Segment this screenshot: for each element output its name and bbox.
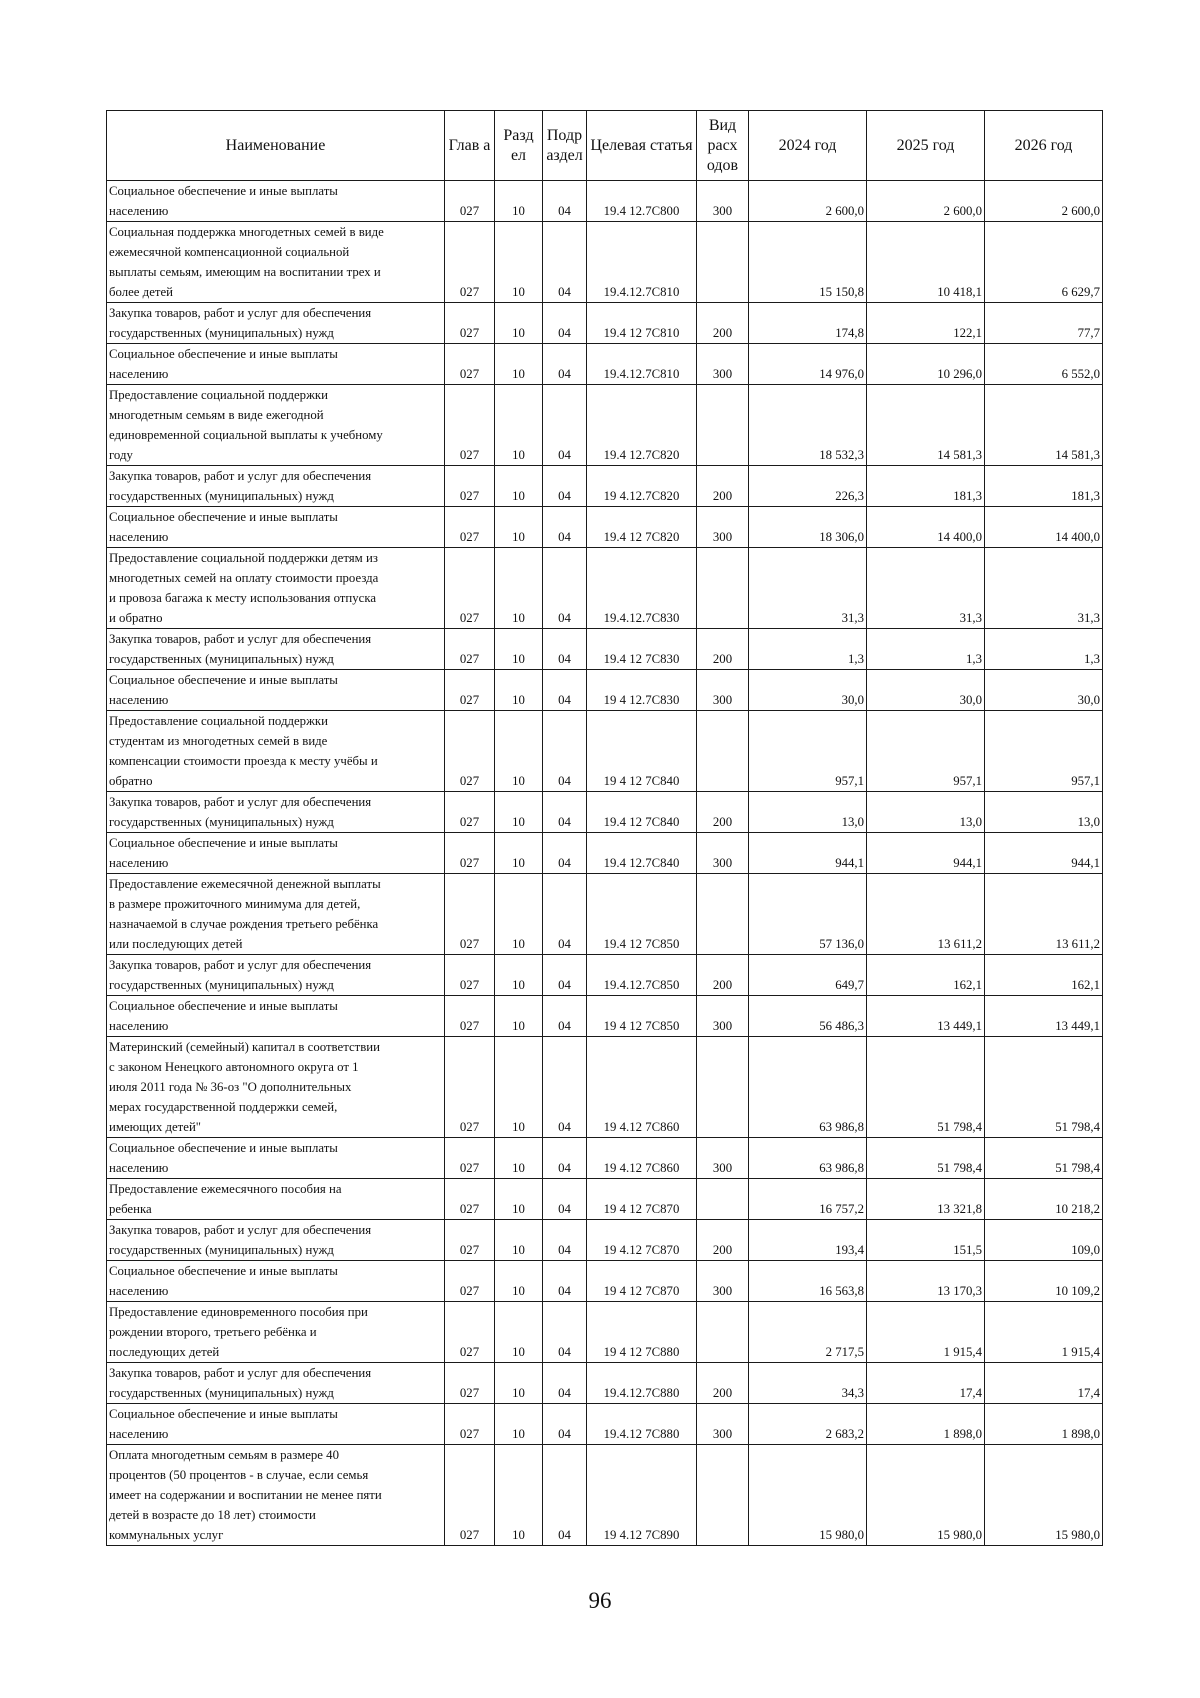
cell-razdel: 10 [495, 1138, 543, 1179]
table-row [107, 385, 1103, 466]
table-row [107, 874, 1103, 955]
cell-razdel: 10 [495, 1363, 543, 1404]
table-row [107, 1138, 1103, 1179]
cell-2024: 14 976,0 [749, 344, 867, 385]
cell-2024: 30,0 [749, 670, 867, 711]
cell-2026: 30,0 [985, 670, 1103, 711]
table-header [107, 111, 1103, 181]
cell-target-article: 19.4.12.7С880 [587, 1363, 697, 1404]
cell-expense-type [697, 222, 749, 303]
cell-glava: 027 [445, 792, 495, 833]
cell-podrazdel: 04 [543, 1220, 587, 1261]
header-glava: Глав а [445, 111, 495, 181]
cell-2024: 15 980,0 [749, 1445, 867, 1546]
cell-name: Закупка товаров, работ и услуг для обеспечения государственных (муниципальных) нужд [107, 1363, 445, 1404]
cell-name: Закупка товаров, работ и услуг для обеспечения государственных (муниципальных) нужд [107, 1220, 445, 1261]
table-row [107, 548, 1103, 629]
cell-podrazdel: 04 [543, 1037, 587, 1138]
cell-name: Предоставление ежемесячного пособия на ребенка [107, 1179, 445, 1220]
cell-glava: 027 [445, 1037, 495, 1138]
table-row [107, 344, 1103, 385]
cell-podrazdel: 04 [543, 344, 587, 385]
cell-expense-type: 200 [697, 792, 749, 833]
cell-name: Социальное обеспечение и иные выплаты населению [107, 181, 445, 222]
cell-2026: 31,3 [985, 548, 1103, 629]
page-number: 96 [588, 1588, 612, 1613]
cell-2024: 56 486,3 [749, 996, 867, 1037]
cell-razdel: 10 [495, 1179, 543, 1220]
cell-podrazdel: 04 [543, 1179, 587, 1220]
cell-target-article: 19 4.12 7С890 [587, 1445, 697, 1546]
cell-target-article: 19 4 12.7С830 [587, 670, 697, 711]
cell-glava: 027 [445, 344, 495, 385]
table-row [107, 1302, 1103, 1363]
cell-2024: 2 683,2 [749, 1404, 867, 1445]
cell-podrazdel: 04 [543, 222, 587, 303]
cell-podrazdel: 04 [543, 466, 587, 507]
cell-2024: 2 600,0 [749, 181, 867, 222]
cell-expense-type: 300 [697, 344, 749, 385]
cell-2025: 1 898,0 [867, 1404, 985, 1445]
cell-2026: 13 449,1 [985, 996, 1103, 1037]
cell-2024: 16 757,2 [749, 1179, 867, 1220]
cell-2024: 226,3 [749, 466, 867, 507]
cell-razdel: 10 [495, 344, 543, 385]
cell-glava: 027 [445, 1220, 495, 1261]
cell-name: Социальное обеспечение и иные выплаты населению [107, 507, 445, 548]
cell-2026: 17,4 [985, 1363, 1103, 1404]
cell-2025: 1 915,4 [867, 1302, 985, 1363]
table-row [107, 466, 1103, 507]
cell-name: Социальное обеспечение и иные выплаты населению [107, 344, 445, 385]
cell-name: Закупка товаров, работ и услуг для обеспечения государственных (муниципальных) нужд [107, 303, 445, 344]
table-row [107, 996, 1103, 1037]
cell-name: Социальное обеспечение и иные выплаты населению [107, 996, 445, 1037]
cell-glava: 027 [445, 711, 495, 792]
cell-glava: 027 [445, 1404, 495, 1445]
cell-expense-type [697, 548, 749, 629]
cell-expense-type: 300 [697, 670, 749, 711]
table-row [107, 222, 1103, 303]
table-row [107, 1363, 1103, 1404]
cell-expense-type: 200 [697, 303, 749, 344]
cell-target-article: 19.4.12.7С830 [587, 548, 697, 629]
cell-razdel: 10 [495, 1220, 543, 1261]
cell-razdel: 10 [495, 996, 543, 1037]
cell-2024: 957,1 [749, 711, 867, 792]
cell-2026: 109,0 [985, 1220, 1103, 1261]
cell-glava: 027 [445, 1179, 495, 1220]
cell-expense-type: 200 [697, 1220, 749, 1261]
cell-target-article: 19.4.12.7С810 [587, 344, 697, 385]
cell-2026: 6 552,0 [985, 344, 1103, 385]
cell-target-article: 19 4.12 7С860 [587, 1138, 697, 1179]
cell-2025: 122,1 [867, 303, 985, 344]
cell-glava: 027 [445, 385, 495, 466]
header-2024: 2024 год [749, 111, 867, 181]
cell-glava: 027 [445, 1138, 495, 1179]
cell-expense-type: 200 [697, 955, 749, 996]
cell-2025: 957,1 [867, 711, 985, 792]
cell-target-article: 19.4 12 7С850 [587, 874, 697, 955]
cell-glava: 027 [445, 670, 495, 711]
cell-expense-type: 300 [697, 833, 749, 874]
table-row [107, 1037, 1103, 1138]
table-row [107, 833, 1103, 874]
cell-razdel: 10 [495, 711, 543, 792]
cell-2026: 51 798,4 [985, 1037, 1103, 1138]
cell-2025: 944,1 [867, 833, 985, 874]
cell-target-article: 19 4 12 7С870 [587, 1179, 697, 1220]
cell-glava: 027 [445, 181, 495, 222]
cell-2026: 181,3 [985, 466, 1103, 507]
cell-expense-type: 200 [697, 629, 749, 670]
cell-2026: 10 218,2 [985, 1179, 1103, 1220]
cell-name: Предоставление единовременного пособия при рождении второго, третьего ребёнка и последующих детей [107, 1302, 445, 1363]
cell-2026: 944,1 [985, 833, 1103, 874]
cell-podrazdel: 04 [543, 1138, 587, 1179]
table-row [107, 1220, 1103, 1261]
cell-glava: 027 [445, 1445, 495, 1546]
cell-2024: 63 986,8 [749, 1138, 867, 1179]
cell-2024: 34,3 [749, 1363, 867, 1404]
cell-glava: 027 [445, 507, 495, 548]
cell-2025: 14 581,3 [867, 385, 985, 466]
cell-2025: 10 296,0 [867, 344, 985, 385]
cell-2025: 151,5 [867, 1220, 985, 1261]
cell-2025: 17,4 [867, 1363, 985, 1404]
header-name: Наименование [107, 111, 445, 181]
cell-name: Закупка товаров, работ и услуг для обеспечения государственных (муниципальных) нужд [107, 792, 445, 833]
table-row [107, 955, 1103, 996]
cell-2025: 31,3 [867, 548, 985, 629]
table-row [107, 1404, 1103, 1445]
cell-podrazdel: 04 [543, 670, 587, 711]
cell-expense-type: 300 [697, 181, 749, 222]
cell-razdel: 10 [495, 303, 543, 344]
table-body [107, 181, 1103, 1546]
cell-2024: 18 532,3 [749, 385, 867, 466]
cell-expense-type: 300 [697, 1404, 749, 1445]
cell-name: Оплата многодетным семьям в размере 40 процентов (50 процентов - в случае, если семья имеет на содержании и воспитании не менее пяти детей в возрасте до 18 лет) стоимости коммунальных услуг [107, 1445, 445, 1546]
cell-2026: 13,0 [985, 792, 1103, 833]
cell-razdel: 10 [495, 1404, 543, 1445]
cell-expense-type: 200 [697, 466, 749, 507]
table-row [107, 303, 1103, 344]
cell-2026: 1 898,0 [985, 1404, 1103, 1445]
cell-target-article: 19.4 12 7С840 [587, 792, 697, 833]
cell-2025: 13,0 [867, 792, 985, 833]
cell-name: Закупка товаров, работ и услуг для обеспечения государственных (муниципальных) нужд [107, 629, 445, 670]
cell-2026: 162,1 [985, 955, 1103, 996]
cell-target-article: 19 4.12 7С860 [587, 1037, 697, 1138]
cell-target-article: 19.4.12.7С850 [587, 955, 697, 996]
cell-razdel: 10 [495, 181, 543, 222]
cell-podrazdel: 04 [543, 1363, 587, 1404]
cell-2025: 10 418,1 [867, 222, 985, 303]
cell-expense-type [697, 1179, 749, 1220]
cell-glava: 027 [445, 303, 495, 344]
cell-expense-type [697, 1445, 749, 1546]
cell-2024: 63 986,8 [749, 1037, 867, 1138]
cell-2026: 13 611,2 [985, 874, 1103, 955]
budget-table [106, 110, 1103, 1546]
cell-target-article: 19 4 12 7С850 [587, 996, 697, 1037]
cell-2025: 13 611,2 [867, 874, 985, 955]
cell-2024: 16 563,8 [749, 1261, 867, 1302]
cell-expense-type: 200 [697, 1363, 749, 1404]
cell-razdel: 10 [495, 833, 543, 874]
table-row [107, 1179, 1103, 1220]
cell-glava: 027 [445, 222, 495, 303]
cell-name: Предоставление социальной поддержки многодетным семьям в виде ежегодной единовременной социальной выплаты к учебному году [107, 385, 445, 466]
table-row [107, 507, 1103, 548]
cell-2026: 14 581,3 [985, 385, 1103, 466]
cell-glava: 027 [445, 1261, 495, 1302]
cell-expense-type: 300 [697, 507, 749, 548]
cell-razdel: 10 [495, 955, 543, 996]
cell-razdel: 10 [495, 466, 543, 507]
cell-2024: 174,8 [749, 303, 867, 344]
cell-2024: 2 717,5 [749, 1302, 867, 1363]
cell-name: Социальное обеспечение и иные выплаты населению [107, 670, 445, 711]
cell-2025: 15 980,0 [867, 1445, 985, 1546]
cell-target-article: 19.4 12.7С820 [587, 385, 697, 466]
cell-expense-type [697, 711, 749, 792]
cell-name: Социальная поддержка многодетных семей в виде ежемесячной компенсационной социальной выплаты семьям, имеющим на воспитании трех и более детей [107, 222, 445, 303]
cell-podrazdel: 04 [543, 1261, 587, 1302]
cell-razdel: 10 [495, 1445, 543, 1546]
table-row [107, 711, 1103, 792]
cell-target-article: 19.4.12 7С880 [587, 1404, 697, 1445]
cell-podrazdel: 04 [543, 711, 587, 792]
cell-2024: 1,3 [749, 629, 867, 670]
cell-razdel: 10 [495, 1261, 543, 1302]
cell-name: Социальное обеспечение и иные выплаты населению [107, 833, 445, 874]
cell-glava: 027 [445, 629, 495, 670]
cell-podrazdel: 04 [543, 955, 587, 996]
header-razdel: Разд ел [495, 111, 543, 181]
cell-razdel: 10 [495, 670, 543, 711]
cell-expense-type [697, 1037, 749, 1138]
cell-2024: 944,1 [749, 833, 867, 874]
cell-glava: 027 [445, 466, 495, 507]
table-row [107, 792, 1103, 833]
cell-podrazdel: 04 [543, 874, 587, 955]
cell-podrazdel: 04 [543, 1445, 587, 1546]
table-row [107, 670, 1103, 711]
cell-razdel: 10 [495, 874, 543, 955]
cell-2026: 1 915,4 [985, 1302, 1103, 1363]
cell-podrazdel: 04 [543, 792, 587, 833]
cell-expense-type: 300 [697, 1261, 749, 1302]
cell-podrazdel: 04 [543, 996, 587, 1037]
cell-podrazdel: 04 [543, 629, 587, 670]
cell-podrazdel: 04 [543, 1302, 587, 1363]
cell-target-article: 19.4 12 7С820 [587, 507, 697, 548]
cell-razdel: 10 [495, 1302, 543, 1363]
cell-target-article: 19 4 12 7С840 [587, 711, 697, 792]
header-2025: 2025 год [867, 111, 985, 181]
cell-glava: 027 [445, 548, 495, 629]
cell-2026: 77,7 [985, 303, 1103, 344]
table-row [107, 1445, 1103, 1546]
cell-podrazdel: 04 [543, 1404, 587, 1445]
cell-2025: 181,3 [867, 466, 985, 507]
cell-2024: 18 306,0 [749, 507, 867, 548]
cell-name: Предоставление социальной поддержки детям из многодетных семей на оплату стоимости проезда и провоза багажа к месту использования отпуска и обратно [107, 548, 445, 629]
cell-razdel: 10 [495, 792, 543, 833]
cell-razdel: 10 [495, 385, 543, 466]
cell-2026: 2 600,0 [985, 181, 1103, 222]
header-podrazdel: Подр аздел [543, 111, 587, 181]
cell-razdel: 10 [495, 222, 543, 303]
cell-2026: 6 629,7 [985, 222, 1103, 303]
cell-glava: 027 [445, 996, 495, 1037]
cell-podrazdel: 04 [543, 181, 587, 222]
table-row [107, 1261, 1103, 1302]
cell-2026: 1,3 [985, 629, 1103, 670]
cell-2025: 13 170,3 [867, 1261, 985, 1302]
cell-target-article: 19.4 12.7С840 [587, 833, 697, 874]
header-vid: Вид расх одов [697, 111, 749, 181]
cell-target-article: 19.4 12 7С810 [587, 303, 697, 344]
cell-podrazdel: 04 [543, 507, 587, 548]
cell-target-article: 19 4 12 7С870 [587, 1261, 697, 1302]
cell-razdel: 10 [495, 548, 543, 629]
cell-expense-type [697, 1302, 749, 1363]
cell-target-article: 19 4.12.7С820 [587, 466, 697, 507]
cell-name: Предоставление социальной поддержки студентам из многодетных семей в виде компенсации стоимости проезда к месту учёбы и обратно [107, 711, 445, 792]
cell-name: Закупка товаров, работ и услуг для обеспечения государственных (муниципальных) нужд [107, 466, 445, 507]
cell-2025: 2 600,0 [867, 181, 985, 222]
header-2026: 2026 год [985, 111, 1103, 181]
cell-podrazdel: 04 [543, 303, 587, 344]
cell-name: Социальное обеспечение и иные выплаты населению [107, 1138, 445, 1179]
cell-expense-type: 300 [697, 1138, 749, 1179]
cell-podrazdel: 04 [543, 548, 587, 629]
cell-target-article: 19 4.12 7С870 [587, 1220, 697, 1261]
cell-podrazdel: 04 [543, 833, 587, 874]
cell-2025: 162,1 [867, 955, 985, 996]
cell-name: Материнский (семейный) капитал в соответствии с законом Ненецкого автономного округа от 1 июля 2011 года № 36-оз "О дополнительных мерах государственной поддержки семей, имеющих детей" [107, 1037, 445, 1138]
cell-2024: 15 150,8 [749, 222, 867, 303]
cell-target-article: 19.4.12.7С810 [587, 222, 697, 303]
cell-glava: 027 [445, 1302, 495, 1363]
cell-2025: 14 400,0 [867, 507, 985, 548]
cell-target-article: 19.4 12 7С830 [587, 629, 697, 670]
cell-2026: 15 980,0 [985, 1445, 1103, 1546]
cell-razdel: 10 [495, 1037, 543, 1138]
cell-2025: 13 449,1 [867, 996, 985, 1037]
cell-2026: 51 798,4 [985, 1138, 1103, 1179]
cell-expense-type [697, 874, 749, 955]
cell-target-article: 19.4 12.7С800 [587, 181, 697, 222]
cell-2024: 13,0 [749, 792, 867, 833]
cell-2025: 30,0 [867, 670, 985, 711]
cell-2025: 13 321,8 [867, 1179, 985, 1220]
cell-name: Социальное обеспечение и иные выплаты населению [107, 1261, 445, 1302]
cell-glava: 027 [445, 955, 495, 996]
cell-name: Закупка товаров, работ и услуг для обеспечения государственных (муниципальных) нужд [107, 955, 445, 996]
cell-2026: 14 400,0 [985, 507, 1103, 548]
cell-2024: 649,7 [749, 955, 867, 996]
cell-razdel: 10 [495, 629, 543, 670]
cell-2025: 1,3 [867, 629, 985, 670]
cell-name: Предоставление ежемесячной денежной выплаты в размере прожиточного минимума для детей, назначаемой в случае рождения третьего ребёнка или последующих детей [107, 874, 445, 955]
table-row [107, 629, 1103, 670]
cell-razdel: 10 [495, 507, 543, 548]
cell-name: Социальное обеспечение и иные выплаты населению [107, 1404, 445, 1445]
cell-2026: 957,1 [985, 711, 1103, 792]
table-row [107, 181, 1103, 222]
cell-2026: 10 109,2 [985, 1261, 1103, 1302]
cell-expense-type: 300 [697, 996, 749, 1037]
cell-glava: 027 [445, 874, 495, 955]
cell-glava: 027 [445, 833, 495, 874]
cell-2024: 57 136,0 [749, 874, 867, 955]
cell-2024: 31,3 [749, 548, 867, 629]
cell-2025: 51 798,4 [867, 1138, 985, 1179]
cell-2024: 193,4 [749, 1220, 867, 1261]
cell-target-article: 19 4 12 7С880 [587, 1302, 697, 1363]
cell-podrazdel: 04 [543, 385, 587, 466]
cell-expense-type [697, 385, 749, 466]
cell-2025: 51 798,4 [867, 1037, 985, 1138]
cell-glava: 027 [445, 1363, 495, 1404]
header-statya: Целевая статья [587, 111, 697, 181]
